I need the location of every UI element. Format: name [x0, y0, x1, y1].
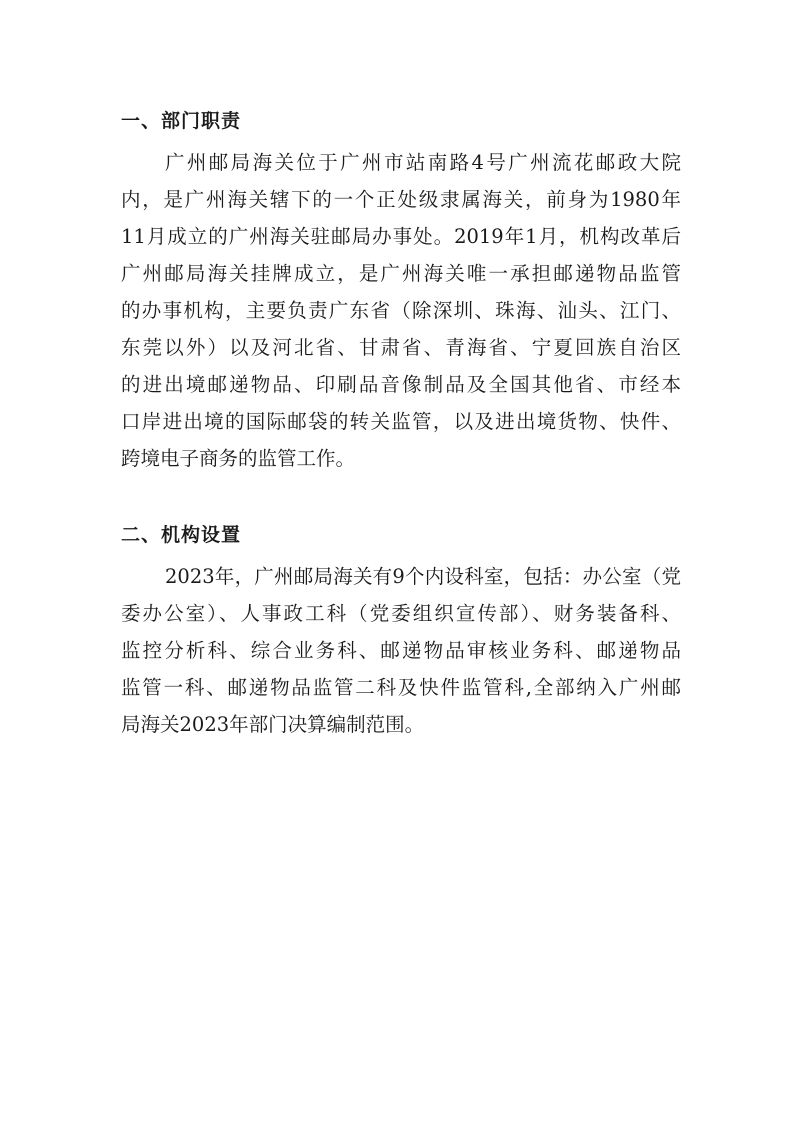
section-heading-organization: 二、机构设置 [121, 524, 242, 546]
paragraph-line: 11月成立的广州海关驻邮局办事处。2019年1月，机构改革后 [121, 225, 681, 248]
paragraph-line: 跨境电子商务的监管工作。 [121, 447, 356, 470]
paragraph-line: 的办事机构，主要负责广东省（除深圳、珠海、汕头、江门、 [121, 299, 681, 322]
paragraph-organization [121, 558, 681, 743]
paragraph-line: 监控分析科、综合业务科、邮递物品审核业务科、邮递物品 [121, 639, 681, 662]
paragraph-line: 口岸进出境的国际邮袋的转关监管，以及进出境货物、快件、 [121, 410, 681, 433]
paragraph-line: 的进出境邮递物品、印刷品音像制品及全国其他省、市经本 [121, 373, 681, 396]
paragraph-line: 委办公室）、人事政工科（党委组织宣传部）、财务装备科、 [121, 602, 681, 625]
paragraph-line: 广州邮局海关挂牌成立，是广州海关唯一承担邮递物品监管 [121, 262, 681, 285]
paragraph-line: 广州邮局海关位于广州市站南路4号广州流花邮政大院 [165, 151, 681, 174]
paragraph-line: 2023年，广州邮局海关有9个内设科室，包括：办公室（党 [165, 565, 681, 588]
paragraph-line: 东莞以外）以及河北省、甘肃省、青海省、宁夏回族自治区 [121, 336, 681, 359]
paragraph-line: 局海关2023年部门决算编制范围。 [121, 713, 425, 736]
paragraph-line: 监管一科、邮递物品监管二科及快件监管科,全部纳入广州邮 [121, 676, 681, 699]
paragraph-department-duties [121, 144, 681, 477]
paragraph-line: 内，是广州海关辖下的一个正处级隶属海关，前身为1980年 [121, 188, 681, 211]
section-heading-department-duties: 一、部门职责 [121, 110, 242, 132]
